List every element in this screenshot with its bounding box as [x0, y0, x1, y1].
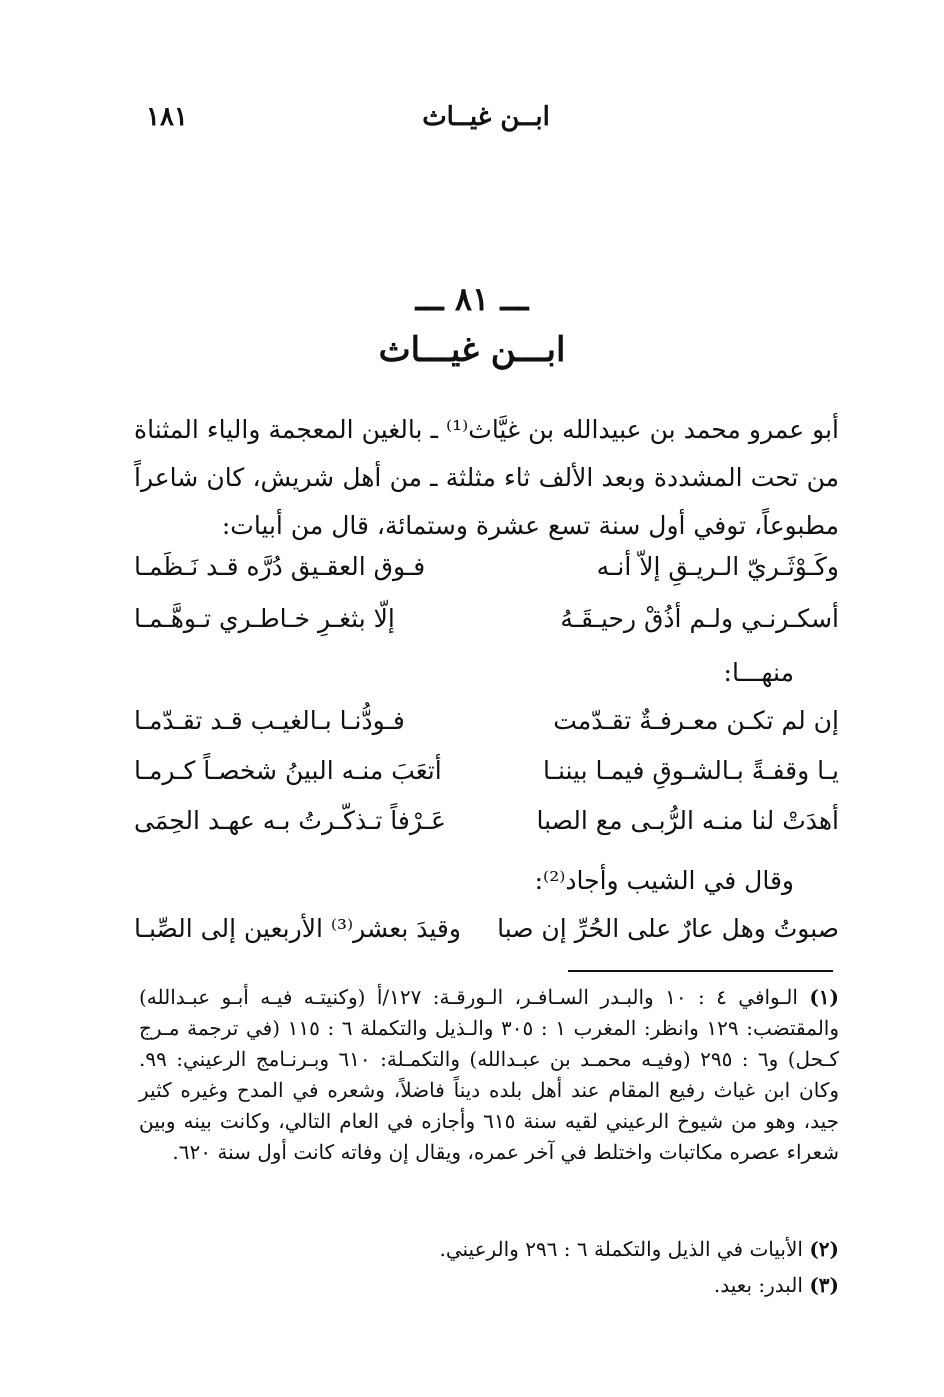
footnote-text: الـوافي ٤ : ١٠ والبـدر السـافـر، الـورقـة: ١٢٧/أ (وكنيتـه فيـه أبـو عبـدالله) والمقتضب: ١٢٩ وانظر: المغرب ١ : ٣٠٥ والـذيل والتكملة ٦ : ١١٥ (في ترجمة مـرج كـحل) و٦ : ٢٩٥ (وفيـه محمـد بن عبـدالله) والتكمـلة: ٦١٠ وبـرنـامج الرعيني: ٩٩. وكان ابن غياث رفيع المقام عند أهل بلده ديناً فاضلاً، وشعره في المدح وغيره كثير جيد، وهو من شيوخ الرعيني لقيه سنة ٦١٥ وأجازه في العام التالي، وكانت بينه وبين شعراء عصره مكاتبات واختلط في آخر عمره، ويقال إن وفاته كانت أول سنة ٦٢٠. [139, 985, 839, 1164]
footnote [139, 1234, 839, 1265]
footnote-divider [568, 970, 833, 972]
verse-first-hemistich: أسكـرنـي ولـم أذُقْ رحيـقَـهُ [560, 604, 839, 633]
entry-number: ـــ ٨١ ـــ [415, 280, 529, 318]
verse-second-hemistich: فـوق العقـيق دُرَّه قـد نَـظَمـا [134, 552, 426, 581]
verse-line [134, 604, 839, 652]
footnote-text: البدر: بعيد. [713, 1273, 803, 1297]
verse-second-hemistich: عَـرْفاً تـذكّـرتُ بـه عهـد الحِمَى [134, 806, 446, 835]
verse-first-hemistich: أهدَتْ لنا منـه الرُّبـى مع الصبا [536, 806, 839, 835]
verse-line [134, 706, 839, 754]
second-intro: وقال في الشيب وأجاد⁽²⁾: [534, 866, 794, 895]
footnote [139, 982, 839, 1168]
footnote-text: الأبيات في الذيل والتكملة ٦ : ٢٩٦ والرعيني. [439, 1237, 803, 1261]
entry-title: ابـــن غيـــاث [378, 330, 566, 370]
footnote-marker: (٢) [809, 1237, 839, 1261]
intro-paragraph: أبو عمرو محمد بن عبيدالله بن غيَّاث⁽¹⁾ ـ بالغين المعجمة والياء المثناة من تحت المشددة وبعد الألف ثاء مثلثة ـ من أهل شريش، كان شاعراً مطبوعاً، توفي أول سنة تسع عشرة وستمائة، قال من أبيات: [134, 415, 839, 540]
verse-first-hemistich: وكَـوْثَـريّ الـريـقِ إلاّ أنـه [596, 552, 839, 581]
footnote-marker: (٣) [809, 1273, 839, 1297]
verse-second-hemistich: فـودُّنـا بـالغيـب قـد تقـدّمـا [134, 706, 405, 735]
running-title: ابــن غيــاث [422, 102, 550, 132]
verse-second-hemistich: أتعَبَ منـه البينُ شخصـاً كـرمـا [134, 756, 442, 785]
verse-second-hemistich: إلّا بثغـرِ خـاطـري تـوهَّـمـا [134, 604, 395, 633]
verse-first-hemistich: يـا وقفـةً بـالشـوقِ فيمـا بيننـا [543, 756, 839, 785]
verse-line [134, 914, 839, 962]
verse-first-hemistich: إن لم تكـن معـرفـةٌ تقـدّمت [553, 706, 839, 735]
page-number: ١٨١ [146, 102, 188, 132]
verse-second-hemistich: وقيدَ بعشر⁽³⁾ الأربعين إلى الصِّبـا [134, 914, 461, 943]
intro-paragraph-block [134, 406, 839, 550]
verse-first-hemistich: صبوتُ وهل عارٌ على الحُرِّ إن صبا [497, 914, 839, 943]
minha-label: منهـــا: [723, 658, 794, 687]
footnote-marker: (١) [809, 985, 839, 1009]
verse-line [134, 756, 839, 804]
running-header [138, 102, 834, 142]
verse-line [134, 806, 839, 854]
footnote [139, 1270, 839, 1301]
verse-line [134, 552, 839, 600]
